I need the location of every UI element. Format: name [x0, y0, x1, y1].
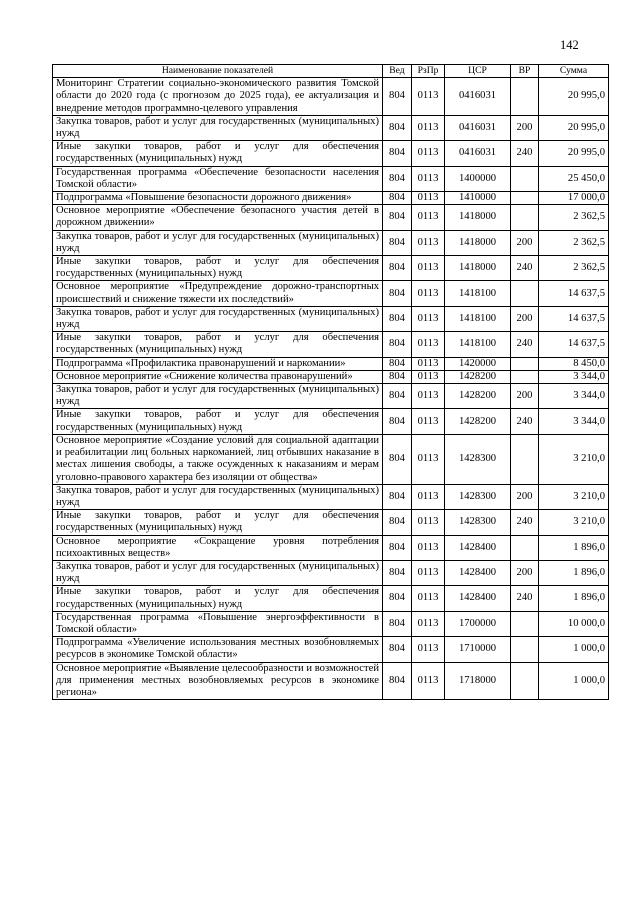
header-sum: Сумма [539, 65, 609, 78]
cell-rzpr: 0113 [412, 306, 445, 331]
cell-vr [511, 535, 539, 560]
cell-name: Иные закупки товаров, работ и услуг для обеспечения государственных (муниципальных) нужд [53, 141, 383, 166]
cell-rzpr: 0113 [412, 370, 445, 383]
table-row [53, 230, 609, 255]
table-row [53, 535, 609, 560]
cell-name: Иные закупки товаров, работ и услуг для обеспечения государственных (муниципальных) нужд [53, 332, 383, 357]
table-row [53, 434, 609, 484]
cell-sum: 14 637,5 [539, 332, 609, 357]
cell-vr [511, 78, 539, 116]
table-row [53, 332, 609, 357]
cell-vr: 240 [511, 256, 539, 281]
cell-rzpr: 0113 [412, 141, 445, 166]
cell-sum: 20 995,0 [539, 115, 609, 140]
table-row [53, 370, 609, 383]
table-row [53, 484, 609, 509]
cell-ved: 804 [383, 560, 412, 585]
cell-csr: 1710000 [445, 637, 511, 662]
table-row [53, 384, 609, 409]
cell-vr: 240 [511, 141, 539, 166]
cell-rzpr: 0113 [412, 230, 445, 255]
cell-csr: 1428300 [445, 510, 511, 535]
table-row [53, 510, 609, 535]
cell-vr [511, 662, 539, 700]
cell-ved: 804 [383, 409, 412, 434]
cell-name: Государственная программа «Обеспечение безопасности населения Томской области» [53, 166, 383, 191]
cell-vr [511, 192, 539, 205]
table-row [53, 281, 609, 306]
cell-sum: 14 637,5 [539, 306, 609, 331]
table-body [53, 78, 609, 700]
cell-vr: 240 [511, 332, 539, 357]
cell-rzpr: 0113 [412, 611, 445, 636]
cell-ved: 804 [383, 166, 412, 191]
cell-ved: 804 [383, 332, 412, 357]
cell-rzpr: 0113 [412, 586, 445, 611]
cell-ved: 804 [383, 434, 412, 484]
cell-csr: 0416031 [445, 78, 511, 116]
cell-ved: 804 [383, 78, 412, 116]
cell-rzpr: 0113 [412, 281, 445, 306]
cell-sum: 2 362,5 [539, 205, 609, 230]
cell-csr: 1418000 [445, 205, 511, 230]
cell-sum: 1 896,0 [539, 586, 609, 611]
cell-csr: 1418100 [445, 332, 511, 357]
cell-vr: 200 [511, 384, 539, 409]
table-header-row [53, 65, 609, 78]
cell-vr: 200 [511, 115, 539, 140]
cell-vr: 200 [511, 230, 539, 255]
cell-ved: 804 [383, 586, 412, 611]
cell-rzpr: 0113 [412, 510, 445, 535]
cell-sum: 25 450,0 [539, 166, 609, 191]
cell-ved: 804 [383, 357, 412, 370]
cell-ved: 804 [383, 370, 412, 383]
cell-name: Основное мероприятие «Обеспечение безопасного участия детей в дорожном движении» [53, 205, 383, 230]
cell-ved: 804 [383, 230, 412, 255]
cell-rzpr: 0113 [412, 357, 445, 370]
table-row [53, 662, 609, 700]
cell-sum: 3 210,0 [539, 434, 609, 484]
cell-csr: 1410000 [445, 192, 511, 205]
cell-csr: 1418000 [445, 256, 511, 281]
table-row [53, 78, 609, 116]
cell-ved: 804 [383, 256, 412, 281]
cell-ved: 804 [383, 637, 412, 662]
cell-vr [511, 357, 539, 370]
cell-csr: 1428300 [445, 434, 511, 484]
cell-ved: 804 [383, 662, 412, 700]
cell-sum: 1 896,0 [539, 560, 609, 585]
cell-vr [511, 370, 539, 383]
cell-csr: 1400000 [445, 166, 511, 191]
cell-sum: 14 637,5 [539, 281, 609, 306]
cell-ved: 804 [383, 205, 412, 230]
table-row [53, 205, 609, 230]
cell-vr [511, 611, 539, 636]
table-row [53, 560, 609, 585]
table-row [53, 256, 609, 281]
cell-vr: 240 [511, 510, 539, 535]
cell-vr: 240 [511, 586, 539, 611]
cell-name: Иные закупки товаров, работ и услуг для обеспечения государственных (муниципальных) нужд [53, 409, 383, 434]
table-row [53, 637, 609, 662]
cell-rzpr: 0113 [412, 662, 445, 700]
table-row [53, 166, 609, 191]
cell-name: Основное мероприятие «Предупреждение дорожно-транспортных происшествий и снижение тяжести их последствий» [53, 281, 383, 306]
cell-rzpr: 0113 [412, 78, 445, 116]
table-row [53, 409, 609, 434]
cell-sum: 1 000,0 [539, 637, 609, 662]
cell-csr: 1428400 [445, 586, 511, 611]
cell-rzpr: 0113 [412, 384, 445, 409]
cell-vr [511, 434, 539, 484]
cell-name: Закупка товаров, работ и услуг для государственных (муниципальных) нужд [53, 384, 383, 409]
cell-ved: 804 [383, 141, 412, 166]
header-vr: ВР [511, 65, 539, 78]
cell-sum: 1 896,0 [539, 535, 609, 560]
cell-ved: 804 [383, 384, 412, 409]
budget-table [52, 64, 609, 700]
cell-rzpr: 0113 [412, 535, 445, 560]
cell-ved: 804 [383, 510, 412, 535]
cell-sum: 3 210,0 [539, 484, 609, 509]
cell-vr [511, 205, 539, 230]
cell-csr: 1418100 [445, 306, 511, 331]
cell-sum: 3 344,0 [539, 370, 609, 383]
cell-name: Иные закупки товаров, работ и услуг для обеспечения государственных (муниципальных) нужд [53, 256, 383, 281]
cell-vr: 200 [511, 484, 539, 509]
cell-rzpr: 0113 [412, 409, 445, 434]
cell-name: Закупка товаров, работ и услуг для государственных (муниципальных) нужд [53, 115, 383, 140]
cell-csr: 1428300 [445, 484, 511, 509]
cell-sum: 8 450,0 [539, 357, 609, 370]
table-row [53, 586, 609, 611]
cell-name: Подпрограмма «Повышение безопасности дорожного движения» [53, 192, 383, 205]
cell-csr: 1418100 [445, 281, 511, 306]
cell-sum: 3 210,0 [539, 510, 609, 535]
cell-csr: 1428200 [445, 409, 511, 434]
cell-name: Закупка товаров, работ и услуг для государственных (муниципальных) нужд [53, 306, 383, 331]
cell-vr [511, 637, 539, 662]
cell-sum: 2 362,5 [539, 230, 609, 255]
cell-csr: 1700000 [445, 611, 511, 636]
table-row [53, 141, 609, 166]
cell-rzpr: 0113 [412, 166, 445, 191]
cell-ved: 804 [383, 192, 412, 205]
cell-name: Основное мероприятие «Создание условий для социальной адаптации и реабилитации лиц больных наркоманией, лиц отбывших наказание в местах лишения свободы, а также осужденных к наказаниям и мерам уголовно-правового характера без изоляции от общества» [53, 434, 383, 484]
cell-csr: 1428200 [445, 384, 511, 409]
cell-name: Закупка товаров, работ и услуг для государственных (муниципальных) нужд [53, 230, 383, 255]
cell-vr: 240 [511, 409, 539, 434]
cell-name: Иные закупки товаров, работ и услуг для обеспечения государственных (муниципальных) нужд [53, 586, 383, 611]
table-row [53, 357, 609, 370]
cell-name: Мониторинг Стратегии социально-экономического развития Томской области до 2020 года (с прогнозом до 2025 года), ее актуализация и внедрение методов программно-целевого управления [53, 78, 383, 116]
table-row [53, 611, 609, 636]
header-name: Наименование показателей [53, 65, 383, 78]
cell-vr [511, 281, 539, 306]
cell-rzpr: 0113 [412, 115, 445, 140]
cell-sum: 1 000,0 [539, 662, 609, 700]
cell-csr: 1420000 [445, 357, 511, 370]
cell-sum: 20 995,0 [539, 141, 609, 166]
cell-sum: 17 000,0 [539, 192, 609, 205]
cell-csr: 1428200 [445, 370, 511, 383]
cell-rzpr: 0113 [412, 637, 445, 662]
page-number: 142 [560, 38, 579, 52]
table-row [53, 115, 609, 140]
cell-sum: 2 362,5 [539, 256, 609, 281]
cell-csr: 1418000 [445, 230, 511, 255]
cell-rzpr: 0113 [412, 192, 445, 205]
cell-name: Основное мероприятие «Выявление целесообразности и возможностей для применения местных возобновляемых ресурсов в экономике региона» [53, 662, 383, 700]
header-ved: Вед [383, 65, 412, 78]
cell-name: Основное мероприятие «Сокращение уровня потребления психоактивных веществ» [53, 535, 383, 560]
cell-sum: 3 344,0 [539, 409, 609, 434]
cell-name: Закупка товаров, работ и услуг для государственных (муниципальных) нужд [53, 484, 383, 509]
header-rzpr: РзПр [412, 65, 445, 78]
cell-vr: 200 [511, 306, 539, 331]
cell-ved: 804 [383, 115, 412, 140]
cell-name: Государственная программа «Повышение энергоэффективности в Томской области» [53, 611, 383, 636]
cell-csr: 1428400 [445, 560, 511, 585]
cell-ved: 804 [383, 281, 412, 306]
cell-vr [511, 166, 539, 191]
cell-sum: 10 000,0 [539, 611, 609, 636]
cell-name: Подпрограмма «Увеличение использования местных возобновляемых ресурсов в экономике Томской области» [53, 637, 383, 662]
cell-rzpr: 0113 [412, 560, 445, 585]
cell-sum: 3 344,0 [539, 384, 609, 409]
cell-rzpr: 0113 [412, 434, 445, 484]
cell-csr: 1718000 [445, 662, 511, 700]
cell-sum: 20 995,0 [539, 78, 609, 116]
cell-name: Основное мероприятие «Снижение количества правонарушений» [53, 370, 383, 383]
cell-rzpr: 0113 [412, 484, 445, 509]
table-row [53, 192, 609, 205]
cell-csr: 0416031 [445, 141, 511, 166]
cell-ved: 804 [383, 306, 412, 331]
cell-rzpr: 0113 [412, 205, 445, 230]
cell-name: Иные закупки товаров, работ и услуг для обеспечения государственных (муниципальных) нужд [53, 510, 383, 535]
cell-csr: 1428400 [445, 535, 511, 560]
cell-ved: 804 [383, 535, 412, 560]
cell-ved: 804 [383, 611, 412, 636]
header-csr: ЦСР [445, 65, 511, 78]
cell-rzpr: 0113 [412, 256, 445, 281]
cell-rzpr: 0113 [412, 332, 445, 357]
cell-csr: 0416031 [445, 115, 511, 140]
cell-name: Закупка товаров, работ и услуг для государственных (муниципальных) нужд [53, 560, 383, 585]
table-row [53, 306, 609, 331]
cell-ved: 804 [383, 484, 412, 509]
cell-name: Подпрограмма «Профилактика правонарушений и наркомании» [53, 357, 383, 370]
cell-vr: 200 [511, 560, 539, 585]
